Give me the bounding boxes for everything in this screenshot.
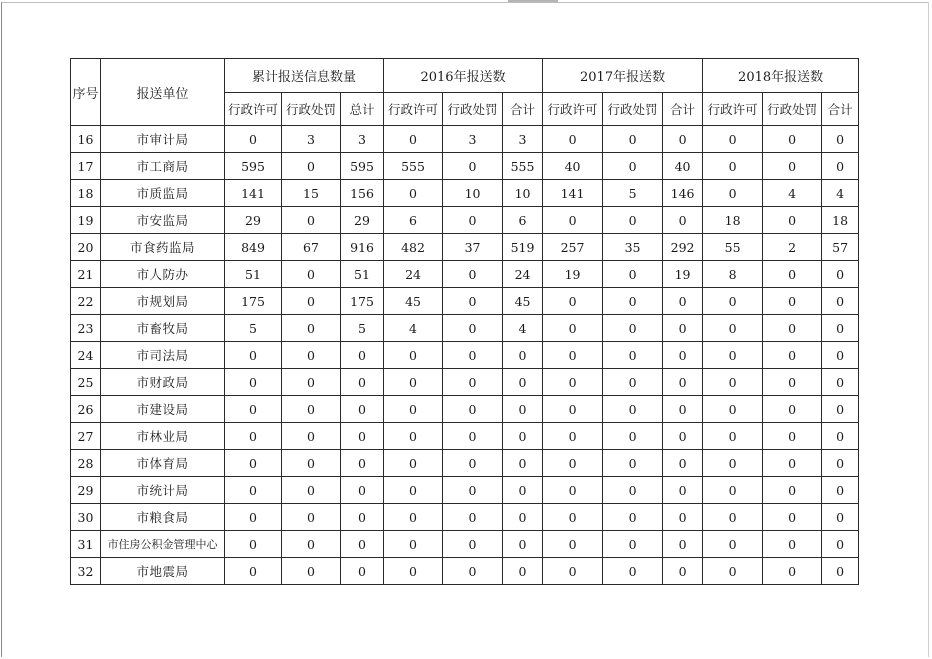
- row-value-cell: 0: [603, 207, 663, 234]
- row-value-cell: 0: [443, 369, 503, 396]
- row-value-cell: 0: [384, 531, 443, 558]
- table-row: [71, 315, 859, 342]
- row-value-cell: 0: [703, 369, 763, 396]
- row-value-cell: 0: [282, 423, 341, 450]
- row-value-cell: 0: [543, 126, 603, 153]
- row-value-cell: 0: [282, 315, 341, 342]
- row-value-cell: 0: [603, 423, 663, 450]
- row-value-cell: 0: [703, 288, 763, 315]
- row-value-cell: 0: [663, 423, 703, 450]
- row-number: 20: [71, 234, 101, 261]
- header-sub-penalty: 行政处罚: [763, 93, 822, 126]
- row-value-cell: 37: [443, 234, 503, 261]
- row-unit-name: 市安监局: [101, 207, 225, 234]
- row-value-cell: 0: [543, 396, 603, 423]
- row-value-cell: 0: [543, 504, 603, 531]
- row-value-cell: 67: [282, 234, 341, 261]
- row-unit-name: 市质监局: [101, 180, 225, 207]
- row-value-cell: 0: [763, 450, 822, 477]
- scan-mark: [508, 0, 558, 2]
- row-value-cell: 0: [663, 288, 703, 315]
- row-value-cell: 0: [703, 450, 763, 477]
- row-value-cell: 0: [663, 450, 703, 477]
- table-row: [71, 531, 859, 558]
- row-value-cell: 0: [503, 504, 543, 531]
- row-value-cell: 0: [443, 315, 503, 342]
- row-value-cell: 45: [503, 288, 543, 315]
- row-value-cell: 24: [503, 261, 543, 288]
- row-value-cell: 0: [282, 558, 341, 585]
- row-value-cell: 5: [225, 315, 282, 342]
- row-value-cell: 0: [703, 153, 763, 180]
- row-value-cell: 0: [603, 450, 663, 477]
- row-value-cell: 0: [603, 126, 663, 153]
- row-value-cell: 146: [663, 180, 703, 207]
- row-value-cell: 555: [503, 153, 543, 180]
- row-value-cell: 0: [763, 558, 822, 585]
- row-value-cell: 19: [543, 261, 603, 288]
- row-value-cell: 0: [341, 423, 384, 450]
- table-row: [71, 558, 859, 585]
- header-sub-total: 合计: [822, 93, 859, 126]
- table-row: [71, 126, 859, 153]
- row-value-cell: 0: [384, 369, 443, 396]
- row-value-cell: 0: [603, 288, 663, 315]
- row-value-cell: 0: [282, 504, 341, 531]
- row-value-cell: 0: [503, 531, 543, 558]
- row-value-cell: 3: [341, 126, 384, 153]
- row-value-cell: 5: [603, 180, 663, 207]
- row-value-cell: 0: [282, 369, 341, 396]
- row-value-cell: 0: [822, 288, 859, 315]
- row-value-cell: 156: [341, 180, 384, 207]
- row-value-cell: 0: [282, 261, 341, 288]
- row-value-cell: 0: [663, 396, 703, 423]
- row-value-cell: 0: [703, 315, 763, 342]
- header-sub-total: 合计: [503, 93, 543, 126]
- row-number: 21: [71, 261, 101, 288]
- row-value-cell: 0: [822, 261, 859, 288]
- row-value-cell: 0: [603, 369, 663, 396]
- row-value-cell: 0: [341, 369, 384, 396]
- header-sub-total: 合计: [663, 93, 703, 126]
- row-value-cell: 0: [763, 396, 822, 423]
- row-value-cell: 0: [282, 477, 341, 504]
- row-number: 31: [71, 531, 101, 558]
- row-number: 30: [71, 504, 101, 531]
- row-value-cell: 0: [763, 423, 822, 450]
- row-value-cell: 10: [503, 180, 543, 207]
- row-value-cell: 0: [341, 531, 384, 558]
- row-value-cell: 0: [603, 477, 663, 504]
- row-value-cell: 0: [663, 369, 703, 396]
- row-unit-name: 市食药监局: [101, 234, 225, 261]
- row-value-cell: 0: [763, 531, 822, 558]
- row-value-cell: 0: [443, 261, 503, 288]
- row-value-cell: 3: [443, 126, 503, 153]
- row-value-cell: 0: [763, 288, 822, 315]
- row-unit-name: 市审计局: [101, 126, 225, 153]
- row-value-cell: 0: [603, 153, 663, 180]
- row-value-cell: 0: [663, 126, 703, 153]
- row-value-cell: 0: [822, 396, 859, 423]
- row-value-cell: 0: [703, 504, 763, 531]
- row-value-cell: 5: [341, 315, 384, 342]
- row-value-cell: 29: [341, 207, 384, 234]
- header-sub-penalty: 行政处罚: [443, 93, 503, 126]
- row-value-cell: 0: [543, 288, 603, 315]
- row-number: 23: [71, 315, 101, 342]
- row-value-cell: 0: [341, 558, 384, 585]
- row-value-cell: 0: [282, 207, 341, 234]
- row-value-cell: 482: [384, 234, 443, 261]
- row-value-cell: 0: [663, 315, 703, 342]
- row-value-cell: 0: [663, 207, 703, 234]
- row-unit-name: 市统计局: [101, 477, 225, 504]
- row-value-cell: 0: [822, 126, 859, 153]
- row-value-cell: 0: [543, 369, 603, 396]
- row-value-cell: 0: [763, 126, 822, 153]
- row-value-cell: 0: [763, 504, 822, 531]
- row-value-cell: 0: [443, 288, 503, 315]
- row-value-cell: 0: [703, 180, 763, 207]
- row-value-cell: 19: [663, 261, 703, 288]
- row-value-cell: 6: [384, 207, 443, 234]
- row-number: 28: [71, 450, 101, 477]
- row-unit-name: 市林业局: [101, 423, 225, 450]
- row-value-cell: 0: [763, 261, 822, 288]
- row-value-cell: 0: [225, 504, 282, 531]
- row-number: 32: [71, 558, 101, 585]
- row-value-cell: 0: [384, 477, 443, 504]
- row-value-cell: 2: [763, 234, 822, 261]
- row-value-cell: 0: [703, 423, 763, 450]
- row-value-cell: 292: [663, 234, 703, 261]
- row-value-cell: 0: [822, 477, 859, 504]
- row-value-cell: 0: [384, 423, 443, 450]
- row-value-cell: 0: [282, 342, 341, 369]
- row-value-cell: 141: [225, 180, 282, 207]
- row-value-cell: 0: [384, 126, 443, 153]
- row-value-cell: 0: [822, 153, 859, 180]
- row-unit-name: 市规划局: [101, 288, 225, 315]
- row-value-cell: 0: [225, 450, 282, 477]
- row-unit-name: 市司法局: [101, 342, 225, 369]
- row-value-cell: 3: [282, 126, 341, 153]
- row-value-cell: 0: [543, 531, 603, 558]
- row-value-cell: 0: [282, 153, 341, 180]
- row-value-cell: 0: [763, 369, 822, 396]
- row-value-cell: 0: [603, 342, 663, 369]
- row-value-cell: 0: [443, 504, 503, 531]
- row-value-cell: 0: [443, 450, 503, 477]
- row-number: 18: [71, 180, 101, 207]
- header-sub-license: 行政许可: [225, 93, 282, 126]
- table-row: [71, 288, 859, 315]
- row-value-cell: 0: [663, 531, 703, 558]
- table-body: [71, 126, 859, 585]
- row-value-cell: 0: [443, 531, 503, 558]
- row-value-cell: 0: [822, 531, 859, 558]
- row-value-cell: 0: [603, 504, 663, 531]
- table-row: [71, 504, 859, 531]
- row-value-cell: 0: [663, 558, 703, 585]
- row-value-cell: 45: [384, 288, 443, 315]
- row-value-cell: 0: [763, 477, 822, 504]
- row-value-cell: 0: [341, 342, 384, 369]
- row-value-cell: 4: [822, 180, 859, 207]
- row-value-cell: 0: [822, 504, 859, 531]
- row-value-cell: 0: [503, 450, 543, 477]
- row-value-cell: 0: [503, 342, 543, 369]
- row-number: 24: [71, 342, 101, 369]
- row-unit-name: 市粮食局: [101, 504, 225, 531]
- row-unit-name: 市人防办: [101, 261, 225, 288]
- row-value-cell: 0: [282, 531, 341, 558]
- row-value-cell: 0: [543, 315, 603, 342]
- row-number: 27: [71, 423, 101, 450]
- table-row: [71, 477, 859, 504]
- header-sub-license: 行政许可: [384, 93, 443, 126]
- row-value-cell: 0: [341, 477, 384, 504]
- row-value-cell: 55: [703, 234, 763, 261]
- row-value-cell: 0: [384, 558, 443, 585]
- row-value-cell: 0: [225, 531, 282, 558]
- row-value-cell: 0: [443, 423, 503, 450]
- row-value-cell: 0: [703, 477, 763, 504]
- row-value-cell: 0: [763, 153, 822, 180]
- row-value-cell: 18: [703, 207, 763, 234]
- table-row: [71, 153, 859, 180]
- row-value-cell: 0: [603, 396, 663, 423]
- row-value-cell: 0: [443, 396, 503, 423]
- header-seq: 序号: [71, 59, 101, 126]
- row-value-cell: 0: [703, 126, 763, 153]
- row-value-cell: 595: [341, 153, 384, 180]
- row-value-cell: 0: [443, 153, 503, 180]
- row-number: 19: [71, 207, 101, 234]
- row-value-cell: 57: [822, 234, 859, 261]
- row-value-cell: 3: [503, 126, 543, 153]
- row-value-cell: 0: [822, 369, 859, 396]
- row-number: 25: [71, 369, 101, 396]
- row-value-cell: 40: [663, 153, 703, 180]
- row-value-cell: 0: [225, 477, 282, 504]
- row-value-cell: 15: [282, 180, 341, 207]
- row-value-cell: 29: [225, 207, 282, 234]
- row-value-cell: 0: [225, 558, 282, 585]
- row-unit-name: 市财政局: [101, 369, 225, 396]
- row-value-cell: 0: [503, 477, 543, 504]
- row-value-cell: 0: [503, 558, 543, 585]
- row-value-cell: 0: [384, 450, 443, 477]
- row-unit-name: 市工商局: [101, 153, 225, 180]
- row-value-cell: 51: [225, 261, 282, 288]
- row-value-cell: 40: [543, 153, 603, 180]
- row-value-cell: 0: [443, 477, 503, 504]
- row-value-cell: 0: [341, 396, 384, 423]
- row-value-cell: 0: [543, 477, 603, 504]
- header-sub-penalty: 行政处罚: [282, 93, 341, 126]
- row-value-cell: 0: [763, 315, 822, 342]
- header-sub-penalty: 行政处罚: [603, 93, 663, 126]
- row-value-cell: 0: [225, 342, 282, 369]
- row-value-cell: 0: [663, 342, 703, 369]
- row-unit-name: 市建设局: [101, 396, 225, 423]
- row-value-cell: 519: [503, 234, 543, 261]
- row-value-cell: 0: [384, 396, 443, 423]
- row-number: 16: [71, 126, 101, 153]
- table-row: [71, 396, 859, 423]
- row-value-cell: 555: [384, 153, 443, 180]
- row-value-cell: 0: [543, 450, 603, 477]
- row-value-cell: 0: [503, 423, 543, 450]
- row-value-cell: 0: [225, 396, 282, 423]
- row-number: 22: [71, 288, 101, 315]
- header-group-2017: 2017年报送数: [543, 59, 703, 93]
- header-group-2018: 2018年报送数: [703, 59, 859, 93]
- header-sub-license: 行政许可: [543, 93, 603, 126]
- header-group-cumulative: 累计报送信息数量: [225, 59, 384, 93]
- row-value-cell: 4: [384, 315, 443, 342]
- row-value-cell: 0: [703, 396, 763, 423]
- row-value-cell: 0: [503, 396, 543, 423]
- row-value-cell: 0: [763, 342, 822, 369]
- header-sub-license: 行政许可: [703, 93, 763, 126]
- row-value-cell: 257: [543, 234, 603, 261]
- row-value-cell: 0: [822, 423, 859, 450]
- row-value-cell: 51: [341, 261, 384, 288]
- row-value-cell: 4: [503, 315, 543, 342]
- row-value-cell: 0: [822, 558, 859, 585]
- row-value-cell: 595: [225, 153, 282, 180]
- row-value-cell: 0: [225, 369, 282, 396]
- row-number: 17: [71, 153, 101, 180]
- report-table: [70, 58, 859, 585]
- row-value-cell: 0: [822, 342, 859, 369]
- header-unit: 报送单位: [101, 59, 225, 126]
- row-value-cell: 0: [384, 180, 443, 207]
- row-value-cell: 0: [225, 126, 282, 153]
- row-number: 29: [71, 477, 101, 504]
- row-value-cell: 849: [225, 234, 282, 261]
- row-value-cell: 0: [443, 558, 503, 585]
- row-value-cell: 0: [603, 558, 663, 585]
- row-value-cell: 35: [603, 234, 663, 261]
- row-value-cell: 141: [543, 180, 603, 207]
- row-value-cell: 0: [703, 531, 763, 558]
- row-value-cell: 0: [384, 504, 443, 531]
- row-value-cell: 0: [282, 288, 341, 315]
- row-value-cell: 6: [503, 207, 543, 234]
- row-value-cell: 0: [603, 531, 663, 558]
- row-value-cell: 18: [822, 207, 859, 234]
- row-value-cell: 175: [341, 288, 384, 315]
- table-row: [71, 234, 859, 261]
- header-sub-total: 总计: [341, 93, 384, 126]
- table-row: [71, 369, 859, 396]
- header-row-groups: [71, 59, 859, 93]
- table-row: [71, 423, 859, 450]
- table-row: [71, 450, 859, 477]
- row-value-cell: 0: [384, 342, 443, 369]
- row-unit-name: 市畜牧局: [101, 315, 225, 342]
- row-value-cell: 0: [703, 342, 763, 369]
- row-value-cell: 4: [763, 180, 822, 207]
- row-value-cell: 24: [384, 261, 443, 288]
- table-row: [71, 180, 859, 207]
- row-value-cell: 0: [763, 207, 822, 234]
- row-unit-name: 市地震局: [101, 558, 225, 585]
- row-value-cell: 10: [443, 180, 503, 207]
- row-value-cell: 916: [341, 234, 384, 261]
- table-row: [71, 342, 859, 369]
- header-group-2016: 2016年报送数: [384, 59, 543, 93]
- table-row: [71, 261, 859, 288]
- row-value-cell: 0: [282, 396, 341, 423]
- table-row: [71, 207, 859, 234]
- row-unit-name: 市住房公积金管理中心: [101, 531, 225, 558]
- row-value-cell: 0: [822, 315, 859, 342]
- row-value-cell: 0: [603, 261, 663, 288]
- row-value-cell: 0: [341, 450, 384, 477]
- row-value-cell: 0: [543, 207, 603, 234]
- row-unit-name: 市体育局: [101, 450, 225, 477]
- row-value-cell: 0: [225, 423, 282, 450]
- row-value-cell: 8: [703, 261, 763, 288]
- row-value-cell: 0: [703, 558, 763, 585]
- row-value-cell: 0: [443, 207, 503, 234]
- row-value-cell: 0: [282, 450, 341, 477]
- row-value-cell: 175: [225, 288, 282, 315]
- row-value-cell: 0: [543, 558, 603, 585]
- row-value-cell: 0: [443, 342, 503, 369]
- row-value-cell: 0: [341, 504, 384, 531]
- row-value-cell: 0: [603, 315, 663, 342]
- row-value-cell: 0: [663, 504, 703, 531]
- row-value-cell: 0: [663, 477, 703, 504]
- row-value-cell: 0: [543, 423, 603, 450]
- row-value-cell: 0: [543, 342, 603, 369]
- row-number: 26: [71, 396, 101, 423]
- row-value-cell: 0: [822, 450, 859, 477]
- row-value-cell: 0: [503, 369, 543, 396]
